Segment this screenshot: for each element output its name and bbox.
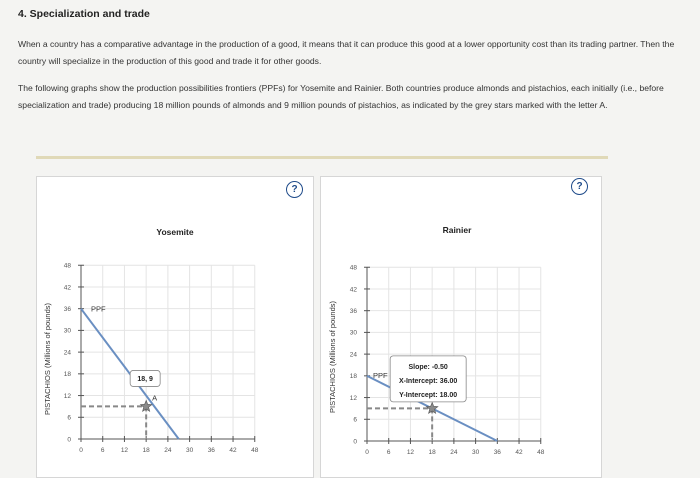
x-tick-label: 6 <box>386 449 391 456</box>
x-tick-label: 42 <box>229 447 237 454</box>
ppf-label: PPF <box>373 370 388 380</box>
y-tick-label: 18 <box>349 373 357 381</box>
y-tick-label: 6 <box>353 416 357 424</box>
x-tick-label: 48 <box>251 447 259 454</box>
y-tick-label: 12 <box>349 394 357 402</box>
x-tick-label: 12 <box>120 447 129 454</box>
ppf-label: PPF <box>91 304 106 314</box>
x-tick-label: 36 <box>207 447 215 454</box>
y-tick-label: 30 <box>63 327 71 335</box>
rainier-chart[interactable] <box>321 177 601 477</box>
x-tick-label: 24 <box>164 447 172 454</box>
yosemite-chart[interactable] <box>37 177 313 477</box>
point-a-label: A <box>152 393 158 403</box>
y-tick-label: 0 <box>353 438 357 446</box>
ppf-tooltip-line: Y-Intercept: 18.00 <box>399 391 458 399</box>
help-icon[interactable]: ? <box>286 181 303 198</box>
x-tick-label: 48 <box>537 449 545 456</box>
y-tick-label: 42 <box>349 286 357 294</box>
help-icon[interactable]: ? <box>571 178 588 195</box>
x-tick-label: 0 <box>79 447 83 454</box>
x-tick-label: 0 <box>365 449 369 456</box>
x-tick-label: 18 <box>428 449 436 456</box>
y-tick-label: 42 <box>63 284 71 292</box>
y-tick-label: 30 <box>349 329 357 337</box>
divider <box>36 156 608 159</box>
intro-paragraph-2: The following graphs show the production possibilities frontiers (PPFs) for Yosemite and Rainier. Both countries produce almonds and pistachios, each initially (i.e., before specialization and trade) producing 18 million pounds of almonds and 9 million pounds of pistachios, as indicated by the grey stars marked with the letter A. <box>18 83 664 110</box>
y-axis-label: PISTACHIOS (Millions of pounds) <box>328 301 337 413</box>
x-tick-label: 30 <box>471 449 480 456</box>
x-tick-label: 6 <box>100 447 105 454</box>
yosemite-graph-panel <box>36 176 314 478</box>
y-tick-label: 18 <box>63 371 71 379</box>
x-tick-label: 42 <box>515 449 523 456</box>
ppf-tooltip-line: Slope: -0.50 <box>408 363 448 371</box>
x-tick-label: 24 <box>450 449 458 456</box>
y-tick-label: 48 <box>63 262 71 270</box>
intro-paragraph-1: When a country has a comparative advantage in the production of a good, it means that it can produce this good at a lower opportunity cost than its trading partner. Then the country will specialize in the production of this good and trade it for other goods. <box>18 39 675 66</box>
y-tick-label: 24 <box>63 349 71 357</box>
ppf-tooltip-line: X-Intercept: 36.00 <box>398 377 458 385</box>
rainier-graph-panel <box>320 176 602 478</box>
y-axis-label: PISTACHIOS (Millions of pounds) <box>43 303 52 415</box>
x-tick-label: 18 <box>142 447 150 454</box>
x-tick-label: 12 <box>406 449 415 456</box>
chart-title: Yosemite <box>156 227 194 237</box>
y-tick-label: 0 <box>67 436 71 444</box>
x-tick-label: 36 <box>493 449 501 456</box>
point-tooltip-text: 18, 9 <box>137 375 153 383</box>
chart-title: Rainier <box>442 225 472 235</box>
section-title: 4. Specialization and trade <box>18 8 150 20</box>
y-tick-label: 12 <box>63 392 71 400</box>
y-tick-label: 6 <box>67 414 71 422</box>
x-tick-label: 30 <box>185 447 194 454</box>
y-tick-label: 24 <box>349 351 357 359</box>
y-tick-label: 36 <box>63 305 71 313</box>
y-tick-label: 48 <box>349 264 357 272</box>
y-tick-label: 36 <box>349 307 357 315</box>
